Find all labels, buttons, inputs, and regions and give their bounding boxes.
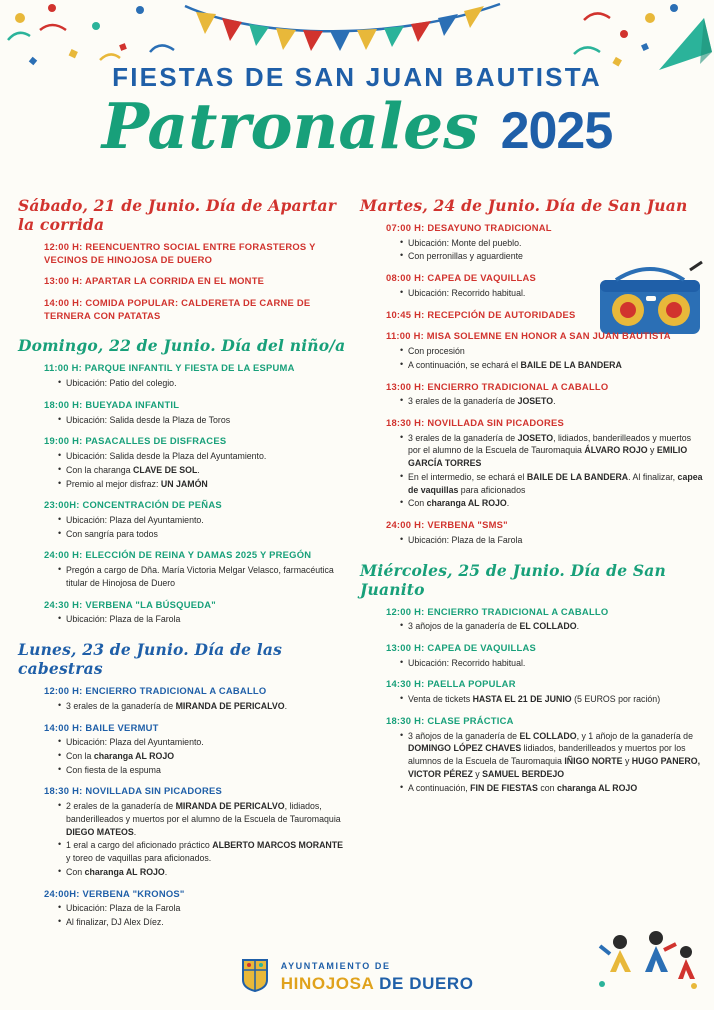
event-details-list: [386, 237, 704, 264]
event-item: [386, 330, 704, 371]
event-item: [386, 417, 704, 510]
town-hall-text: [281, 956, 474, 994]
event-title: 18:30 H: CLASE PRÁCTICA: [386, 714, 514, 726]
event-item: [386, 678, 704, 705]
event-title: 07:00 H: DESAYUNO TRADICIONAL: [386, 222, 552, 233]
event-item: [44, 297, 348, 322]
event-title: 12:00 H: REENCUENTRO SOCIAL ENTRE FORASTEROS Y VECINOS DE HINOJOSA DE DUERO: [44, 241, 316, 265]
event-details-list: [44, 450, 348, 490]
event-details-list: [44, 377, 348, 390]
event-item: [386, 272, 704, 299]
event-item: [44, 435, 348, 490]
event-item: [44, 275, 348, 288]
event-detail: • Al finalizar, DJ Alex Díez.: [58, 916, 348, 929]
event-title: 13:00 H: CAPEA DE VAQUILLAS: [386, 642, 537, 653]
event-title: 10:45 H: RECEPCIÓN DE AUTORIDADES: [386, 308, 576, 320]
event-detail: • Ubicación: Recorrido habitual.: [400, 287, 704, 300]
event-detail: • En el intermedio, se echará el BAILE DE LA BANDERA. Al finalizar, capea de vaquillas para aficionados: [400, 471, 704, 497]
event-detail: • Ubicación: Plaza del Ayuntamiento.: [58, 514, 348, 527]
event-detail: • Pregón a cargo de Dña. María Victoria Melgar Velasco, farmacéutica titular de Hinojosa de Duero: [58, 564, 348, 590]
day-heading-domingo-22: Domingo, 22 de Junio. Día del niño/a: [18, 336, 346, 356]
event-detail: • Venta de tickets HASTA EL 21 DE JUNIO (5 EUROS por ración): [400, 693, 704, 706]
event-title: 18:30 H: NOVILLADA SIN PICADORES: [386, 416, 564, 428]
event-item: [386, 222, 704, 263]
event-title: 13:00 H: APARTAR LA CORRIDA EN EL MONTE: [44, 275, 265, 287]
event-detail: • Ubicación: Plaza de la Farola: [58, 613, 348, 626]
coat-of-arms-icon: [240, 958, 270, 992]
event-detail: • Con la charanga CLAVE DE SOL.: [58, 464, 348, 477]
event-detail: • Premio al mejor disfraz: UN JAMÓN: [58, 478, 348, 491]
event-item: [44, 888, 348, 929]
day-heading-miercoles-25: Miércoles, 25 de Junio. Día de San Juanito: [360, 560, 666, 599]
day-heading-martes-24: Martes, 24 de Junio. Día de San Juan: [360, 196, 688, 215]
event-details-list: [386, 432, 704, 511]
event-item: [44, 362, 348, 389]
event-title: 18:00 H: BUEYADA INFANTIL: [44, 398, 180, 410]
event-title: 24:00 H: VERBENA "SMS": [386, 519, 508, 531]
town-name-b: DE DUERO: [379, 974, 474, 993]
event-detail: • Ubicación: Salida desde la Plaza del Ayuntamiento.: [58, 450, 348, 463]
program-column-right: [360, 196, 704, 803]
event-details-list: [386, 620, 704, 633]
event-details-list: [44, 613, 348, 626]
event-detail: • Con la charanga AL ROJO: [58, 750, 348, 763]
event-title: 13:00 H: ENCIERRO TRADICIONAL A CABALLO: [386, 380, 609, 392]
event-detail: • 3 erales de la ganadería de JOSETO, lidiados, banderilleados y muertos por el alumno de la Escuela de Tauromaquia ÁLVARO ROJO y EMILIO GARCÍA TORRES: [400, 432, 704, 470]
event-detail: • Ubicación: Salida desde la Plaza de Toros: [58, 414, 348, 427]
event-detail: • Con procesión: [400, 345, 704, 358]
event-title: 12:00 H: ENCIERRO TRADICIONAL A CABALLO: [44, 685, 267, 697]
event-title: 24:30 H: VERBENA "LA BÚSQUEDA": [44, 598, 216, 610]
event-detail: • A continuación, se echará el BAILE DE LA BANDERA: [400, 359, 704, 372]
event-detail: • 3 añojos de la ganadería de EL COLLADO.: [400, 620, 704, 633]
day-heading-lunes-23: Lunes, 23 de Junio. Día de las cabestras: [18, 640, 283, 679]
town-hall-label: AYUNTAMIENTO DE: [280, 961, 391, 971]
event-details-list: [44, 414, 348, 427]
event-item: [386, 642, 704, 669]
event-item: [44, 241, 348, 266]
event-item: [44, 399, 348, 426]
event-details-list: [386, 693, 704, 706]
event-item: [386, 715, 704, 794]
event-details-list: [386, 287, 704, 300]
event-title: 14:30 H: PAELLA POPULAR: [386, 678, 516, 690]
event-title: 19:00 H: PASACALLES DE DISFRACES: [44, 435, 227, 447]
event-details-list: [386, 657, 704, 670]
event-title: 11:00 H: MISA SOLEMNE EN HONOR A SAN JUAN BAUTISTA: [386, 330, 671, 342]
event-details-list: [44, 514, 348, 541]
event-title: 08:00 H: CAPEA DE VAQUILLAS: [386, 272, 537, 284]
event-detail: • Ubicación: Plaza de la Farola: [400, 534, 704, 547]
event-detail: • Ubicación: Recorrido habitual.: [400, 657, 704, 670]
event-item: [44, 599, 348, 626]
event-details-list: [386, 345, 704, 372]
event-detail: • 1 eral a cargo del aficionado práctico ALBERTO MARCOS MORANTE y toreo de vaquillas para aficionados.: [58, 839, 348, 865]
event-title: 24:00 H: ELECCIÓN DE REINA Y DAMAS 2025 Y PREGÓN: [44, 549, 312, 561]
event-detail: • A continuación, FIN DE FIESTAS con charanga AL ROJO: [400, 782, 704, 795]
program-column-left: [18, 196, 348, 938]
bunting-decoration: [0, 0, 714, 70]
event-item: [44, 499, 348, 540]
event-detail: • Ubicación: Plaza del Ayuntamiento.: [58, 736, 348, 749]
event-title: 14:00 H: BAILE VERMUT: [44, 721, 159, 733]
event-details-list: [386, 534, 704, 547]
event-title: 14:00 H: COMIDA POPULAR: CALDERETA DE CARNE DE TERNERA CON PATATAS: [44, 297, 311, 321]
event-item: [44, 722, 348, 777]
town-name: [281, 974, 474, 993]
event-details-list: [386, 395, 704, 408]
event-details-list: [44, 564, 348, 590]
event-detail: • 3 añojos de la ganadería de EL COLLADO, y 1 añojo de la ganadería de DOMINGO LÓPEZ CHAVES lidiados, banderilleados y muertos por los alumnos de la Escuela de Tauromaquia IÑIGO NORTE y HUGO PANERO, VICTOR PÉREZ y SAMUEL BERDEJO: [400, 730, 704, 781]
event-item: [44, 685, 348, 712]
event-details-list: [44, 700, 348, 713]
event-item: [44, 785, 348, 878]
event-details-list: [386, 730, 704, 795]
event-item: [386, 381, 704, 408]
event-detail: • 3 erales de la ganadería de JOSETO.: [400, 395, 704, 408]
event-detail: • Ubicación: Monte del pueblo.: [400, 237, 704, 250]
event-detail: • Con fiesta de la espuma: [58, 764, 348, 777]
event-detail: • Con charanga AL ROJO.: [400, 497, 704, 510]
footer-logo: [0, 956, 714, 994]
event-details-list: [44, 902, 348, 929]
event-item: [386, 519, 704, 546]
poster-title: FIESTAS DE SAN JUAN BAUTISTA: [112, 62, 602, 92]
event-title: 23:00H: CONCENTRACIÓN DE PEÑAS: [44, 499, 222, 511]
event-title: 24:00H: VERBENA "KRONOS": [44, 887, 185, 899]
town-name-a: HINOJOSA: [280, 974, 374, 993]
event-detail: • Con charanga AL ROJO.: [58, 866, 348, 879]
poster-subtitle: [0, 89, 714, 163]
event-detail: • Ubicación: Patio del colegio.: [58, 377, 348, 390]
event-detail: • Ubicación: Plaza de la Farola: [58, 902, 348, 915]
event-details-list: [44, 736, 348, 776]
event-title: 11:00 H: PARQUE INFANTIL Y FIESTA DE LA ESPUMA: [44, 362, 295, 374]
event-item: [386, 606, 704, 633]
event-title: 12:00 H: ENCIERRO TRADICIONAL A CABALLO: [386, 605, 609, 617]
event-detail: • Con perronillas y aguardiente: [400, 250, 704, 263]
event-detail: • 2 erales de la ganadería de MIRANDA DE PERICALVO, lidiados, banderilleados y muertos por el alumno de la Escuela de Tauromaquia DIEGO MATEOS.: [58, 800, 348, 838]
event-title: 18:30 H: NOVILLADA SIN PICADORES: [44, 785, 222, 797]
day-heading-sabado-21: Sábado, 21 de Junio. Día de Apartar la corrida: [18, 196, 337, 234]
poster-subtitle-word: Patronales: [101, 89, 479, 163]
event-details-list: [44, 800, 348, 879]
event-detail: • 3 erales de la ganadería de MIRANDA DE PERICALVO.: [58, 700, 348, 713]
poster-year: 2025: [500, 102, 613, 160]
event-item: [44, 549, 348, 589]
event-item: [386, 309, 704, 322]
event-detail: • Con sangría para todos: [58, 528, 348, 541]
